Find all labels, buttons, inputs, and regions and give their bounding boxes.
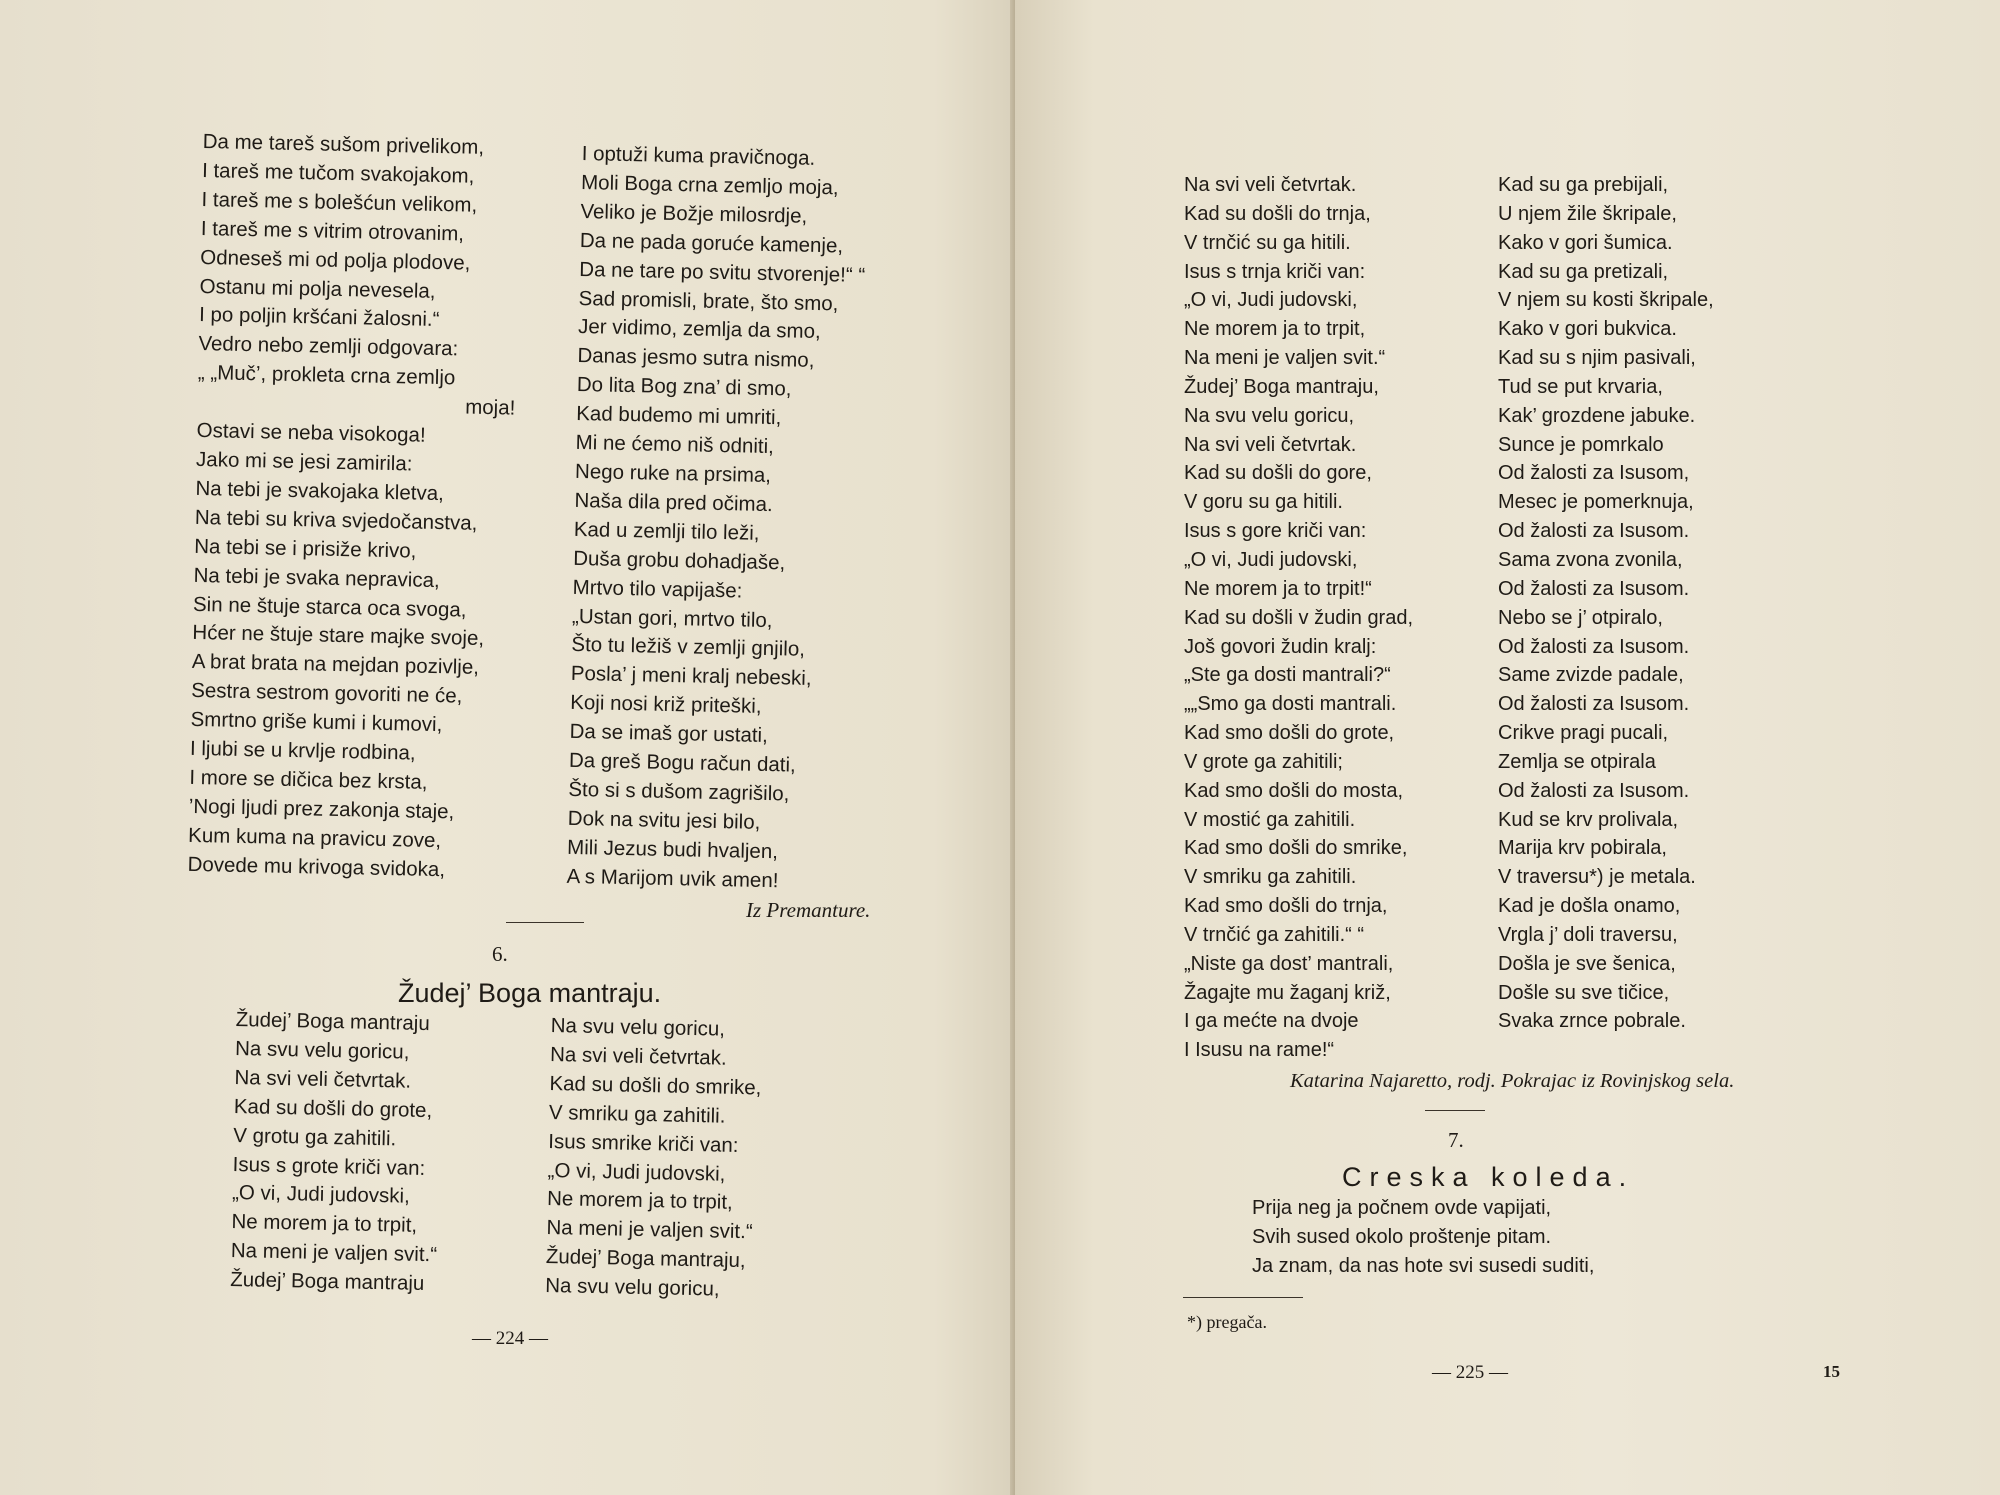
poem-line: Žudej’ Boga mantraju bbox=[235, 1007, 431, 1036]
section-number: 6. bbox=[492, 942, 508, 966]
poem-line: Naša dila pred očima. bbox=[574, 488, 773, 516]
poem-line: Isus s trnja kriči van: bbox=[1184, 260, 1366, 283]
poem-line: Na tebi je svaka nepravica, bbox=[193, 563, 440, 592]
poem-line: Zemlja se otpirala bbox=[1498, 750, 1656, 773]
poem-line: Na svu velu goricu, bbox=[234, 1036, 410, 1064]
poem-line: Ne morem ja to trpit!“ bbox=[1184, 577, 1372, 600]
poem-line: Nego ruke na prsima, bbox=[574, 459, 772, 487]
poem-line: Još govori žudin kralj: bbox=[1184, 635, 1377, 658]
poem-line: Na svu velu goricu, bbox=[550, 1013, 726, 1041]
poem-line: Na svu velu goricu, bbox=[1184, 404, 1355, 427]
poem-column-right-3 bbox=[1252, 1194, 1594, 1281]
poem-line: Kad su s njim pasivali, bbox=[1498, 347, 1696, 370]
poem-column-right-1 bbox=[1184, 171, 1413, 1065]
page-number: — 225 — bbox=[1432, 1362, 1508, 1383]
poem-line: Isus s gore kriči van: bbox=[1184, 520, 1367, 543]
poem-line: Na svi veli četvrtak. bbox=[1184, 433, 1357, 456]
poem-line: Smrtno griše kumi i kumovi, bbox=[190, 707, 443, 737]
footnote: *) pregača. bbox=[1187, 1312, 1267, 1332]
poem-column-left-1 bbox=[187, 128, 521, 886]
poem-line: Kad su ga pretizali, bbox=[1498, 260, 1669, 283]
poem-line: Tud se put krvaria, bbox=[1498, 375, 1663, 398]
poem-line: Na svi veli četvrtak. bbox=[549, 1042, 727, 1070]
poem-line: „O vi, Judi judovski, bbox=[1184, 289, 1358, 312]
poem-line: Koji nosi križ priteški, bbox=[569, 691, 762, 719]
section-divider bbox=[506, 922, 584, 923]
poem-line: moja! bbox=[464, 395, 516, 420]
poem-line: Kad smo došli do smrike, bbox=[1184, 837, 1408, 860]
poem-line: Kad u zemlji tilo leži, bbox=[573, 517, 760, 545]
poem-line: Što si s dušom zagrišilo, bbox=[568, 777, 790, 806]
poem-line: I ljubi se u krvlje rodbina, bbox=[189, 736, 416, 765]
poem-line: Svih sused okolo proštenje pitam. bbox=[1252, 1225, 1552, 1248]
poem-line: Isus smrike kriči van: bbox=[548, 1129, 739, 1157]
poem-line: Ne morem ja to trpit, bbox=[546, 1187, 733, 1215]
poem-line: Da ne tare po svitu stvorenje!“ “ bbox=[579, 257, 866, 287]
poem-line: I tareš me s bolešćun velikom, bbox=[201, 187, 478, 217]
printer-signature: 15 bbox=[1823, 1362, 1840, 1381]
poem-line: Da ne pada goruće kamenje, bbox=[579, 228, 844, 258]
poem-line: A brat brata na mejdan pozivlje, bbox=[191, 650, 480, 680]
poem-line: Od žalosti za Isusom. bbox=[1498, 779, 1690, 802]
right-page bbox=[1015, 0, 2000, 1495]
poem-line: „Niste ga dost’ mantrali, bbox=[1184, 952, 1394, 975]
poem-line: Posla’ j meni kralj nebeski, bbox=[570, 662, 812, 691]
poem-line: Na tebi su kriva svjedočanstva, bbox=[194, 505, 478, 535]
poem-line: Marija krv pobirala, bbox=[1498, 837, 1667, 860]
poem-line: Dok na svitu jesi bilo, bbox=[567, 806, 761, 834]
poem-line: Kad su došli do gore, bbox=[1184, 462, 1372, 485]
poem-column-left-4 bbox=[545, 1012, 763, 1305]
poem-line: „Ustan gori, mrtvo tilo, bbox=[571, 604, 773, 632]
poem-line: Kad su došli do smrike, bbox=[549, 1071, 762, 1100]
poem-line: Od žalosti za Isusom, bbox=[1498, 462, 1690, 485]
poem-line: Kad je došla onamo, bbox=[1498, 895, 1681, 918]
poem-line: Došla je sve šenica, bbox=[1498, 952, 1676, 975]
poem-column-right-2 bbox=[1498, 171, 1714, 1036]
poem-line: Kad smo došli do trnja, bbox=[1184, 895, 1388, 918]
page-number: — 224 — bbox=[472, 1328, 548, 1349]
poem-line: Mesec je pomerknuja, bbox=[1498, 491, 1694, 514]
poem-line: Na svi veli četvrtak. bbox=[1184, 174, 1357, 196]
poem-line: Kak’ grozdene jabuke. bbox=[1498, 404, 1696, 427]
poem-line: Ja znam, da nas hote svi susedi suditi, bbox=[1252, 1254, 1595, 1277]
poem-line: U njem žile škripale, bbox=[1498, 202, 1677, 225]
poem-line: Na tebi se i prisiže krivo, bbox=[194, 534, 417, 563]
poem-line: „O vi, Judi judovski, bbox=[231, 1181, 411, 1209]
poem-line: Sestra sestrom govoriti ne će, bbox=[190, 679, 463, 708]
poem-credit: Katarina Najaretto, rodj. Pokrajac iz Rovinjskog sela. bbox=[1290, 1070, 1735, 1092]
poem-line: Da se imaš gor ustati, bbox=[569, 719, 769, 748]
poem-line: Na svi veli četvrtak. bbox=[234, 1065, 412, 1093]
poem-line: I ga mećte na dvoje bbox=[1184, 1010, 1359, 1033]
poem-line: Sunce je pomrkalo bbox=[1498, 433, 1664, 456]
poem-line: V grote ga zahitili; bbox=[1184, 750, 1343, 773]
poem-column-left-3 bbox=[230, 1006, 442, 1299]
poem-line: I tareš me tučom svakojakom, bbox=[201, 158, 475, 188]
poem-line: Mi ne ćemo niš odniti, bbox=[575, 430, 775, 459]
poem-line: V grotu ga zahitili. bbox=[233, 1123, 397, 1151]
poem-line: V trnčić ga zahitili.“ “ bbox=[1184, 923, 1365, 946]
poem-line: Što tu ležiš v zemlji gnjilo, bbox=[571, 633, 806, 662]
poem-credit: Iz Premanture. bbox=[746, 898, 871, 922]
section-divider bbox=[1425, 1110, 1485, 1111]
poem-line: „Ste ga dosti mantrali?“ bbox=[1184, 664, 1391, 687]
footnote-divider bbox=[1183, 1297, 1303, 1298]
poem-line: Ostanu mi polja nevesela, bbox=[199, 274, 436, 303]
poem-line: Žudej’ Boga mantraju, bbox=[545, 1245, 746, 1273]
poem-line: Od žalosti za Isusom. bbox=[1498, 577, 1690, 600]
poem-line: Kad su došli v žudin grad, bbox=[1184, 606, 1414, 629]
poem-line: Došle su sve tičice, bbox=[1498, 981, 1670, 1004]
poem-line: „„Smo ga dosti mantrali. bbox=[1184, 693, 1397, 716]
poem-line: Žagajte mu žaganj križ, bbox=[1184, 981, 1391, 1004]
poem-line: Od žalosti za Isusom. bbox=[1498, 693, 1690, 716]
poem-line: Kad smo došli do grote, bbox=[1184, 722, 1395, 745]
poem-line: Do lita Bog zna’ di smo, bbox=[576, 373, 792, 401]
poem-line: Žudej’ Boga mantraju bbox=[230, 1268, 425, 1296]
poem-line: Ne morem ja to trpit, bbox=[1184, 318, 1366, 341]
poem-line: Kad smo došli do mosta, bbox=[1184, 779, 1403, 802]
poem-line: V mostić ga zahitili. bbox=[1184, 808, 1356, 831]
poem-line: Same zvizde padale, bbox=[1498, 664, 1684, 687]
poem-line: I Isusu na rame!“ bbox=[1184, 1039, 1335, 1062]
poem-line: Hćer ne štuje stare majke svoje, bbox=[192, 621, 485, 651]
poem-line: A s Marijom uvik amen! bbox=[566, 864, 779, 892]
poem-line: V smriku ga zahitili. bbox=[548, 1100, 726, 1128]
poem-line: Od žalosti za Isusom. bbox=[1498, 520, 1690, 543]
poem-line: Na meni je valjen svit.“ bbox=[1184, 347, 1386, 370]
poem-line: Kud se krv prolivala, bbox=[1498, 808, 1679, 831]
poem-line: Kad su ga prebijali, bbox=[1498, 174, 1669, 196]
poem-line: V njem su kosti škripale, bbox=[1498, 289, 1714, 312]
poem-line: Nebo se j’ otpiralo, bbox=[1498, 606, 1663, 629]
poem-line: I optuži kuma pravičnoga. bbox=[581, 141, 816, 170]
poem-line: Veliko je Božje milosrdje, bbox=[580, 199, 808, 228]
poem-line: ’Nogi ljudi prez zakonja staje, bbox=[188, 794, 455, 824]
poem-line: Mili Jezus budi hvaljen, bbox=[566, 835, 779, 864]
poem-line: Ne morem ja to trpit, bbox=[231, 1210, 418, 1238]
poem-line: Jer vidimo, zemlja da smo, bbox=[577, 315, 821, 344]
poem-line: Na meni je valjen svit.“ bbox=[546, 1216, 753, 1244]
poem-line: Na meni je valjen svit.“ bbox=[230, 1239, 438, 1267]
poem-line: Da greš Bogu račun dati, bbox=[568, 748, 796, 777]
poem-line: V trnčić su ga hitili. bbox=[1184, 231, 1351, 254]
poem-column-left-2 bbox=[566, 140, 868, 897]
section-number: 7. bbox=[1448, 1128, 1464, 1152]
poem-line: Odneseš mi od polja plodove, bbox=[200, 245, 471, 275]
poem-line: „ „Muč’, prokleta crna zemljo bbox=[197, 361, 456, 390]
poem-line: Žudej’ Boga mantraju, bbox=[1184, 375, 1379, 398]
poem-line: Prija neg ja počnem ovde vapijati, bbox=[1252, 1197, 1552, 1219]
poem-line: Kako v gori bukvica. bbox=[1498, 318, 1677, 341]
poem-line: Sad promisli, brate, što smo, bbox=[578, 286, 839, 315]
poem-line: I tareš me s vitrim otrovanim, bbox=[200, 216, 465, 246]
poem-line: Vrgla j’ doli traversu, bbox=[1498, 923, 1678, 946]
poem-line: Kad budemo mi umriti, bbox=[576, 402, 782, 430]
poem-line: Ostavi se neba visokoga! bbox=[196, 418, 426, 447]
section-title: Žudej’ Boga mantraju. bbox=[398, 978, 662, 1008]
poem-line: Sin ne štuje starca oca svoga, bbox=[192, 592, 467, 622]
poem-line: „O vi, Judi judovski, bbox=[1184, 548, 1358, 571]
poem-line: Isus s grote kriči van: bbox=[232, 1152, 426, 1180]
poem-line: Svaka zrnce pobrale. bbox=[1498, 1010, 1686, 1033]
poem-line: Od žalosti za Isusom. bbox=[1498, 635, 1690, 658]
poem-line: V smriku ga zahitili. bbox=[1184, 866, 1357, 889]
poem-line: Mrtvo tilo vapijaše: bbox=[572, 575, 743, 603]
poem-line: Duša grobu dohadjaše, bbox=[573, 546, 786, 575]
poem-line: Jako mi se jesi zamirila: bbox=[195, 447, 413, 476]
poem-line: Da me tareš sušom privelikom, bbox=[202, 129, 485, 159]
poem-line: Vedro nebo zemlji odgovara: bbox=[198, 332, 459, 361]
poem-line: I po poljin kršćani žalosni.“ bbox=[198, 303, 440, 332]
poem-line: Moli Boga crna zemljo moja, bbox=[580, 170, 839, 200]
poem-line: Kako v gori šumica. bbox=[1498, 231, 1673, 254]
poem-line: Kum kuma na pravicu zove, bbox=[187, 823, 442, 852]
poem-line: V traversu*) je metala. bbox=[1498, 866, 1696, 889]
poem-line: „O vi, Judi judovski, bbox=[547, 1158, 726, 1186]
poem-line: Kad su došli do grote, bbox=[233, 1094, 433, 1122]
poem-line: Na svu velu goricu, bbox=[545, 1274, 720, 1301]
poem-line: Dovede mu krivoga svidoka, bbox=[187, 852, 446, 881]
poem-line: Kad su došli do trnja, bbox=[1184, 202, 1371, 225]
poem-line: Danas jesmo sutra nismo, bbox=[577, 344, 815, 373]
section-title: Creska koleda. bbox=[1342, 1162, 1635, 1192]
poem-line: Na tebi je svakojaka kletva, bbox=[195, 476, 445, 505]
poem-line: Crikve pragi pucali, bbox=[1498, 722, 1669, 745]
poem-line: V goru su ga hitili. bbox=[1184, 491, 1343, 514]
poem-line: Sama zvona zvonila, bbox=[1498, 548, 1683, 571]
poem-line: I more se dičica bez krsta, bbox=[189, 765, 428, 794]
